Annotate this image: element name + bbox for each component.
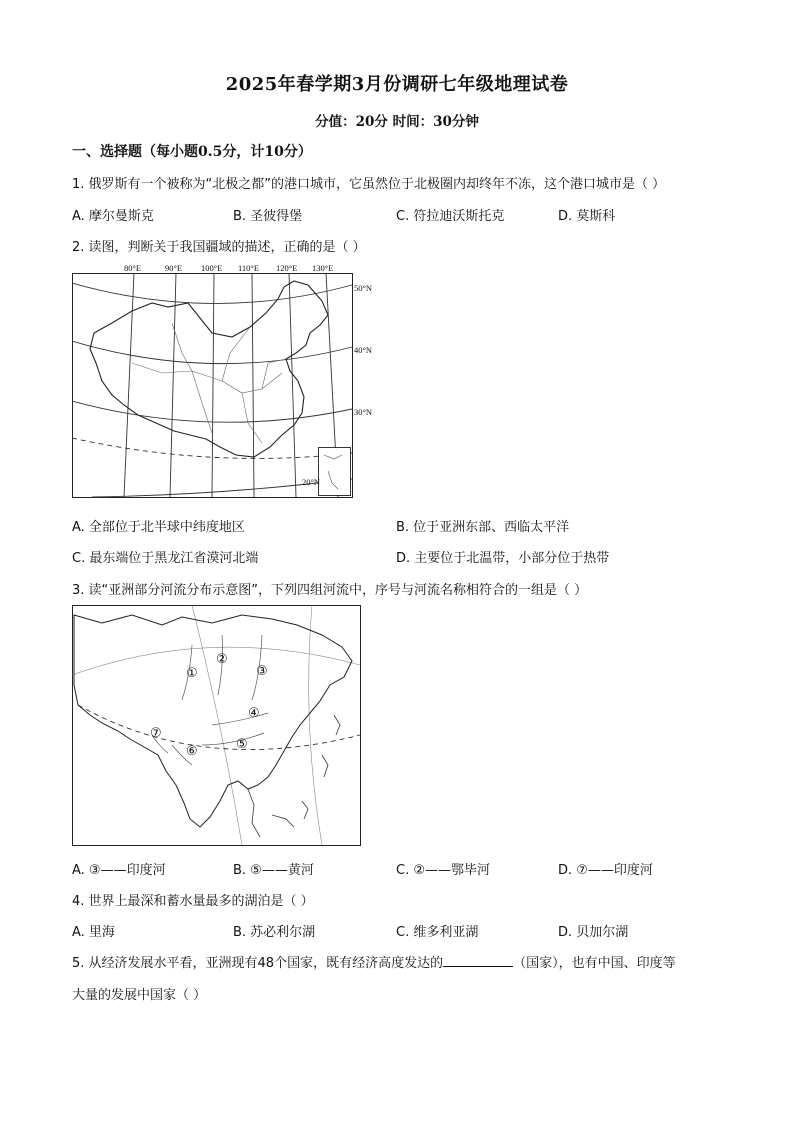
lat-label-30: 30°N (354, 407, 373, 417)
q1-option-b[interactable]: B. 圣彼得堡 (233, 209, 303, 224)
river-label-6: ⑥ (186, 744, 198, 759)
lon-label-110: 110°E (238, 263, 260, 273)
lon-label-90: 90°E (165, 263, 183, 273)
q3-option-d[interactable]: D. ⑦——印度河 (558, 863, 653, 878)
q4-option-a[interactable]: A. 里海 (72, 925, 115, 940)
q4-option-d[interactable]: D. 贝加尔湖 (558, 925, 629, 940)
river-label-1: ① (186, 666, 198, 681)
asia-rivers-map (72, 605, 362, 847)
q5-answer-blank[interactable] (443, 954, 513, 967)
river-label-2: ② (216, 652, 228, 667)
china-territory-map (72, 263, 382, 499)
lon-label-80: 80°E (124, 263, 142, 273)
question-2-stem: 2. 读图，判断关于我国疆域的描述，正确的是（ ） (72, 240, 366, 255)
q2-option-a[interactable]: A. 全部位于北半球中纬度地区 (72, 520, 245, 535)
lon-label-130: 130°E (312, 263, 334, 273)
q2-option-c[interactable]: C. 最东端位于黑龙江省漠河北端 (72, 551, 259, 566)
river-label-5: ⑤ (236, 737, 248, 752)
q1-option-c[interactable]: C. 符拉迪沃斯托克 (396, 209, 505, 224)
question-4-stem: 4. 世界上最深和蓄水量最多的湖泊是（ ） (72, 894, 314, 909)
q2-option-d[interactable]: D. 主要位于北温带，小部分位于热带 (396, 551, 610, 566)
q5-stem-part2: （国家），也有中国、印度等 (513, 956, 676, 971)
exam-title: 2025年春学期3月份调研七年级地理试卷 (225, 74, 569, 95)
question-1-stem: 1. 俄罗斯有一个被称为“北极之都”的港口城市，它虽然位于北极圈内却终年不冻，这个港口城市是（ ） (72, 177, 666, 192)
q1-option-a[interactable]: A. 摩尔曼斯克 (72, 209, 154, 224)
river-label-7: ⑦ (150, 726, 162, 741)
question-5-stem (72, 952, 676, 971)
q2-option-b[interactable]: B. 位于亚洲东部、西临太平洋 (396, 520, 570, 535)
q3-option-c[interactable]: C. ②——鄂毕河 (396, 863, 490, 878)
q4-option-c[interactable]: C. 维多利亚湖 (396, 925, 479, 940)
q3-option-a[interactable]: A. ③——印度河 (72, 863, 166, 878)
question-5-stem-line2: 大量的发展中国家（ ） (72, 988, 207, 1003)
river-label-3: ③ (256, 664, 268, 679)
lat-label-20: 20°N (302, 477, 321, 487)
q5-stem-part1: 5. 从经济发展水平看，亚洲现有48个国家，既有经济高度发达的 (72, 956, 444, 971)
exam-subtitle: 分值：20分 时间：30分钟 (315, 114, 479, 130)
q3-option-b[interactable]: B. ⑤——黄河 (233, 863, 314, 878)
lat-label-40: 40°N (354, 345, 373, 355)
lon-label-100: 100°E (201, 263, 223, 273)
question-3-stem: 3. 读“亚洲部分河流分布示意图”，下列四组河流中，序号与河流名称相符合的一组是（ ） (72, 583, 588, 598)
lat-label-50: 50°N (354, 283, 373, 293)
q4-option-b[interactable]: B. 苏必利尔湖 (233, 925, 316, 940)
section-heading: 一、选择题（每小题0.5分，计10分） (72, 144, 312, 160)
river-label-4: ④ (248, 706, 260, 721)
lon-label-120: 120°E (276, 263, 298, 273)
q1-option-d[interactable]: D. 莫斯科 (558, 209, 616, 224)
